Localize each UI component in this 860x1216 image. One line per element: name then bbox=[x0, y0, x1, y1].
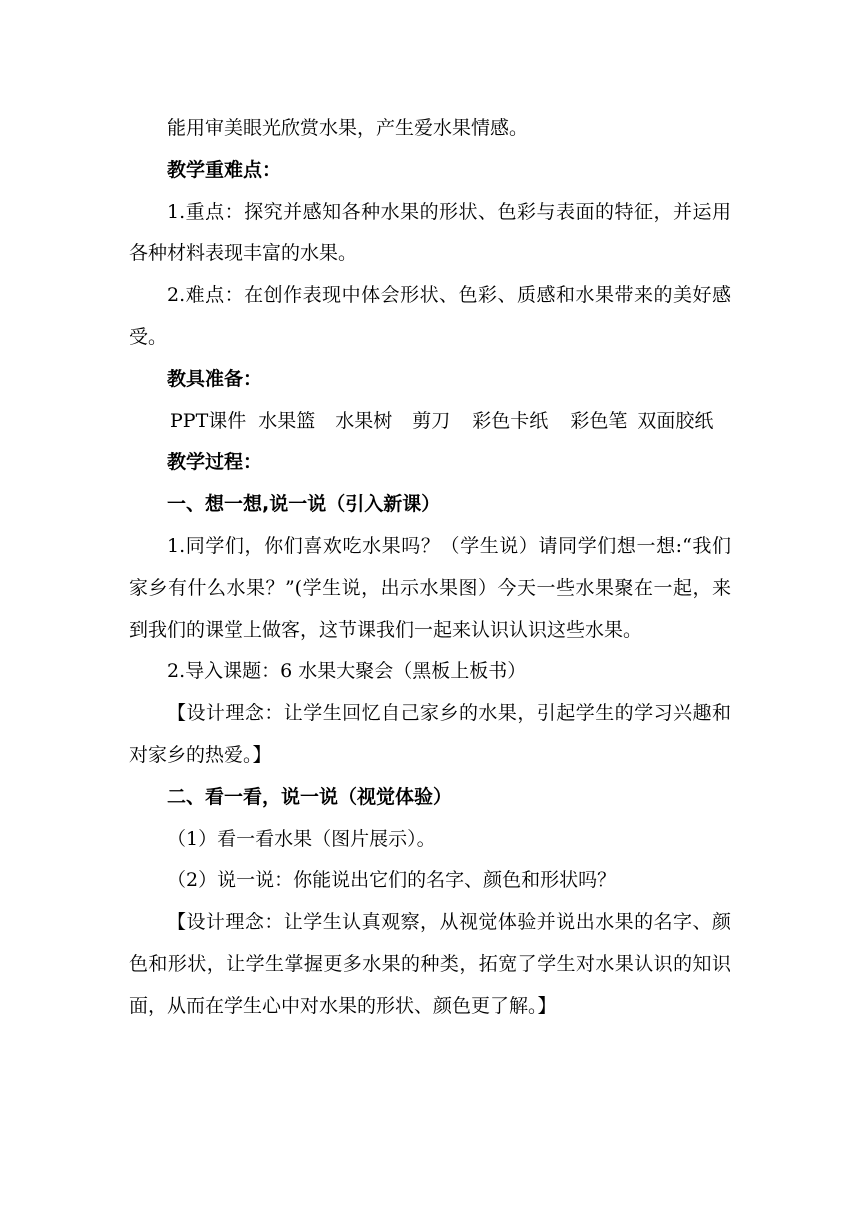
paragraph-difficulty: 2.难点：在创作表现中体会形状、色彩、质感和水果带来的美好感受。 bbox=[129, 284, 731, 348]
teaching-aid-item: 水果树 bbox=[335, 409, 393, 432]
teaching-aid-item: 水果篮 bbox=[258, 409, 316, 432]
paragraph-objective: 能用审美眼光欣赏水果，产生爱水果情感。 bbox=[167, 117, 529, 139]
teaching-aid-item: 双面胶纸 bbox=[637, 409, 714, 432]
heading-teaching-aids: 教具准备： bbox=[167, 367, 263, 390]
teaching-aids-list bbox=[129, 401, 731, 443]
paragraph-key-point: 1.重点：探究并感知各种水果的形状、色彩与表面的特征，并运用各种材料表现丰富的水果。 bbox=[129, 200, 731, 265]
paragraph-design-concept-one: 【设计理念：让学生回忆自己家乡的水果，引起学生的学习兴趣和对家乡的热爱。】 bbox=[129, 702, 731, 766]
document-body bbox=[129, 108, 731, 1028]
heading-section-one: 一、想一想,说一说（引入新课） bbox=[167, 493, 441, 516]
teaching-aid-item: 彩色卡纸 bbox=[472, 409, 549, 432]
paragraph-say-fruit: （2）说一说：你能说出它们的名字、颜色和形状吗？ bbox=[167, 869, 617, 892]
teaching-aid-item: 彩色笔 bbox=[570, 409, 628, 432]
teaching-aid-item: 剪刀 bbox=[412, 409, 451, 432]
heading-key-points: 教学重难点： bbox=[167, 158, 282, 181]
paragraph-intro-question: 1.同学们，你们喜欢吃水果吗？（学生说）请同学们想一想:“我们家乡有什么水果？”(学生说，出示水果图）今天一些水果聚在一起，来到我们的课堂上做客，这节课我们一起来认识认识这些水果。 bbox=[129, 534, 731, 641]
heading-section-two: 二、看一看，说一说（视觉体验） bbox=[167, 785, 453, 808]
paragraph-design-concept-two: 【设计理念：让学生认真观察，从视觉体验并说出水果的名字、颜色和形状，让学生掌握更多水果的种类，拓宽了学生对水果认识的知识面，从而在学生心中对水果的形状、颜色更了解。】 bbox=[129, 911, 731, 1017]
paragraph-topic-intro: 2.导入课题：6 水果大聚会（黑板上板书） bbox=[167, 660, 527, 683]
heading-teaching-process: 教学过程： bbox=[167, 451, 263, 474]
paragraph-look-fruit: （1）看一看水果（图片展示）。 bbox=[167, 827, 436, 850]
teaching-aid-item: PPT课件 bbox=[170, 409, 247, 432]
